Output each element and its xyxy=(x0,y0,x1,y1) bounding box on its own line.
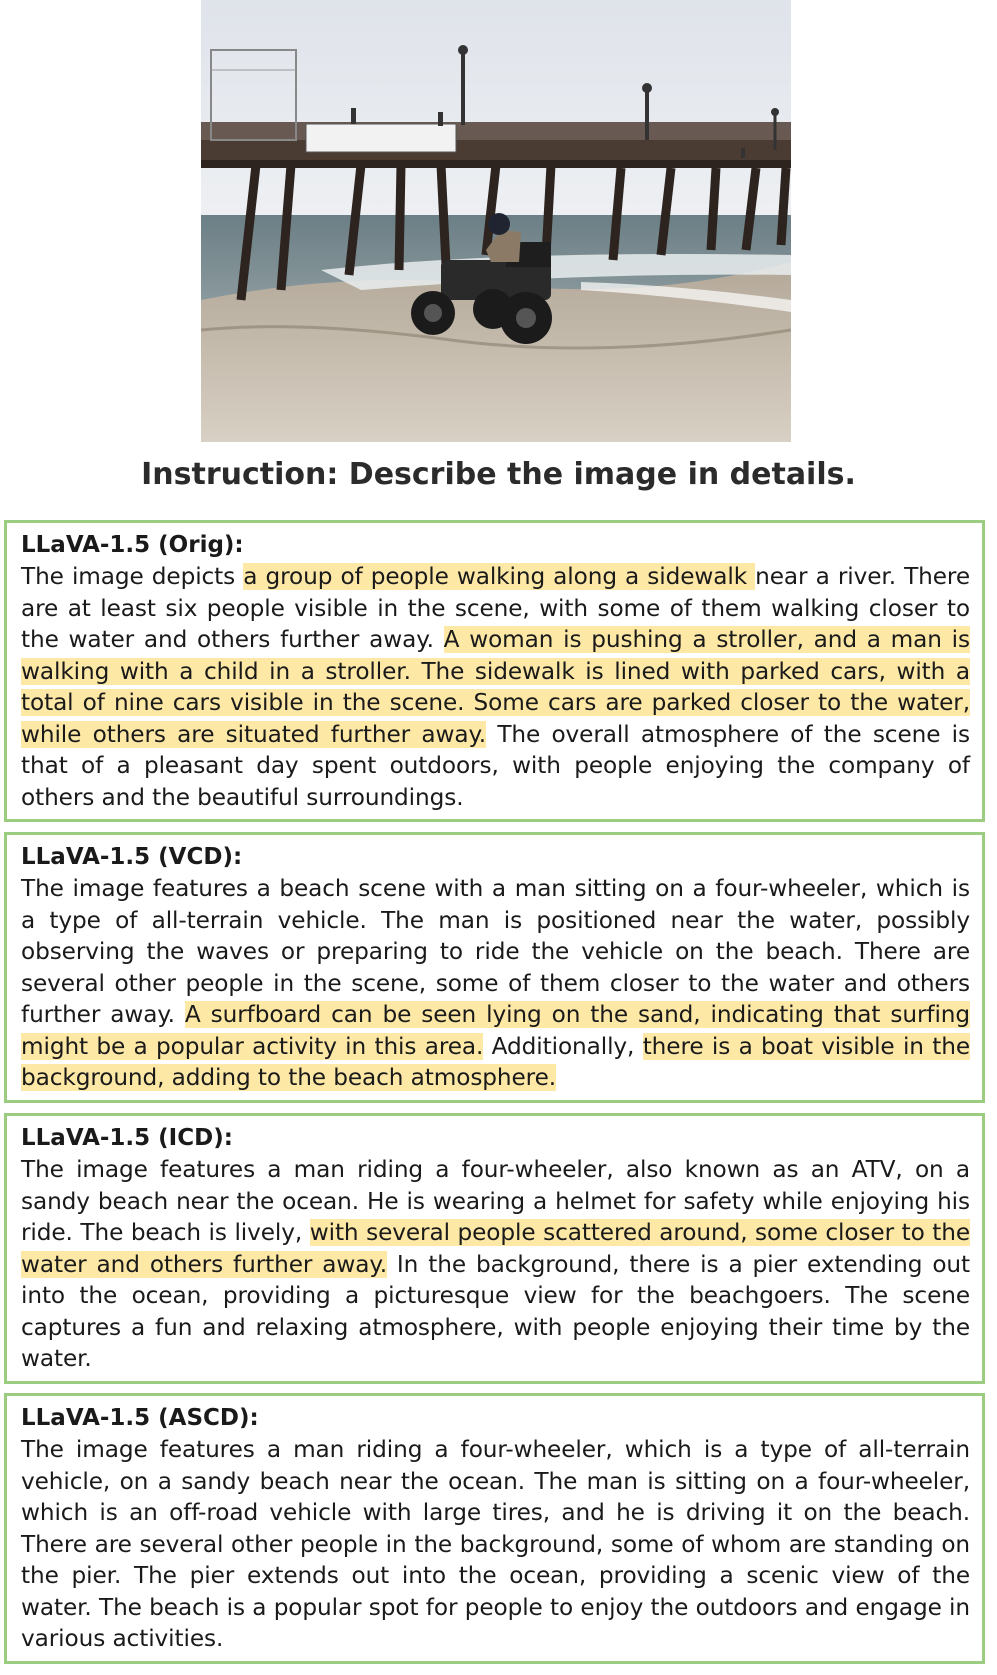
highlighted-segment: with several people scattered around, some closer to the water and others further away. xyxy=(21,1219,970,1278)
box-title: LLaVA-1.5 (Orig): xyxy=(21,532,244,558)
text-segment: The image features a man riding a four-wheeler, which is a type of all-terrain vehicle, on a sandy beach near the ocean. The man is sitting on a four-wheeler, which is an off-road vehicle with large tires, and he is driving it on the beach. There are several other people in the background, some of whom are standing on the pier. The pier extends out into the ocean, providing a scenic view of the water. The beach is a popular spot for people to enjoy the outdoors and engage in various activities. xyxy=(21,1436,970,1652)
text-segment: Additionally, xyxy=(483,1032,643,1060)
box-text xyxy=(21,1154,970,1375)
box-text xyxy=(21,1434,970,1655)
highlighted-segment: A surfboard can be seen lying on the sand, indicating that surfing might be a popular activity in this area. xyxy=(21,1001,970,1060)
text-segment: The image depicts xyxy=(21,563,244,590)
box-title: LLaVA-1.5 (ASCD): xyxy=(21,1405,259,1431)
box-text xyxy=(21,561,970,813)
highlighted-segment: a group of people walking along a sidewalk xyxy=(243,563,756,590)
beach-pier-photo xyxy=(201,0,791,442)
text-segment: The overall atmosphere of the scene is that of a pleasant day spent outdoors, with people enjoying the company of others and the beautiful surroundings. xyxy=(21,720,970,811)
response-box-orig xyxy=(4,520,985,822)
box-text xyxy=(21,873,970,1094)
text-segment: In the background, there is a pier extending out into the ocean, providing a picturesque view for the beachgoers. The scene captures a fun and relaxing atmosphere, with people enjoying their time by the water. xyxy=(21,1250,970,1372)
response-box-icd xyxy=(4,1113,985,1384)
box-title: LLaVA-1.5 (VCD): xyxy=(21,844,243,870)
instruction-text: Instruction: Describe the image in details. xyxy=(141,457,856,492)
text-segment: The image features a beach scene with a man sitting on a four-wheeler, which is a type of all-terrain vehicle. The man is positioned near the water, possibly observing the waves or preparing to ride the vehicle on the beach. There are several other people in the scene, some of them closer to the water and others further away. xyxy=(21,875,970,1028)
text-segment: near a river. There are at least six people visible in the scene, with some of them walking closer to the water and others further away. xyxy=(21,563,971,653)
response-box-ascd xyxy=(4,1393,985,1664)
highlighted-segment: A woman is pushing a stroller, and a man is walking with a child in a stroller. The sidewalk is lined with parked cars, with a total of nine cars visible in the scene. Some cars are parked closer to the water, while others are situated further away. xyxy=(21,626,970,748)
text-segment: The image features a man riding a four-wheeler, also known as an ATV, on a sandy beach near the ocean. He is wearing a helmet for safety while enjoying his ride. The beach is lively, xyxy=(21,1156,970,1246)
box-title: LLaVA-1.5 (ICD): xyxy=(21,1125,233,1151)
highlighted-segment: there is a boat visible in the background, adding to the beach atmosphere. xyxy=(21,1032,971,1091)
response-box-vcd xyxy=(4,832,985,1103)
